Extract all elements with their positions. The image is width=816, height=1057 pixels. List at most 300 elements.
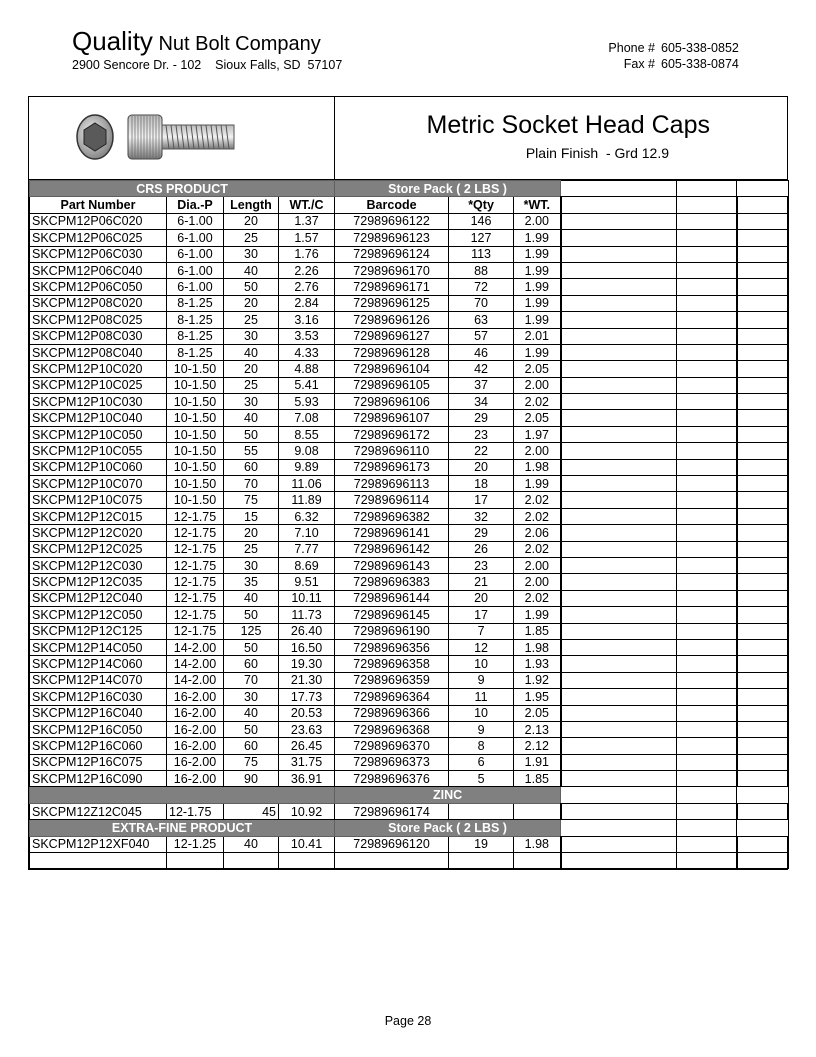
table-cell: 8.69 bbox=[279, 557, 335, 573]
table-row bbox=[30, 476, 789, 492]
table-cell: SKCPM12P10C020 bbox=[30, 361, 167, 377]
table-cell: 2.02 bbox=[514, 492, 561, 508]
table-cell: 72 bbox=[449, 279, 514, 295]
contact-block bbox=[600, 40, 739, 72]
table-cell: 57 bbox=[449, 328, 514, 344]
table-cell: 70 bbox=[224, 672, 279, 688]
table-cell: 11.89 bbox=[279, 492, 335, 508]
table-cell: 72989696141 bbox=[335, 525, 449, 541]
table-row bbox=[30, 557, 789, 573]
table-cell: 1.97 bbox=[514, 426, 561, 442]
table-cell: 1.98 bbox=[514, 639, 561, 655]
table-cell: 15 bbox=[224, 508, 279, 524]
table-row bbox=[30, 705, 789, 721]
table-cell: 72989696104 bbox=[335, 361, 449, 377]
table-cell: 26.45 bbox=[279, 738, 335, 754]
table-cell: 22 bbox=[449, 443, 514, 459]
table-cell: 72989696126 bbox=[335, 312, 449, 328]
table-cell: 12-1.75 bbox=[167, 508, 224, 524]
table-cell: 72989696123 bbox=[335, 230, 449, 246]
extra-fine-band-label: EXTRA-FINE PRODUCT bbox=[30, 820, 335, 836]
company-name-bold: Quality bbox=[72, 26, 153, 56]
table-cell: 20 bbox=[224, 213, 279, 229]
crs-band bbox=[30, 181, 789, 197]
table-cell: 60 bbox=[224, 656, 279, 672]
table-cell: 127 bbox=[449, 230, 514, 246]
col-qty: *Qty bbox=[449, 197, 514, 213]
table-cell: SKCPM12P16C060 bbox=[30, 738, 167, 754]
table-row bbox=[30, 656, 789, 672]
table-cell: 40 bbox=[224, 590, 279, 606]
table-row bbox=[30, 754, 789, 770]
table-cell: 72989696359 bbox=[335, 672, 449, 688]
table-cell: 75 bbox=[224, 492, 279, 508]
table-cell: 40 bbox=[224, 344, 279, 360]
product-title: Metric Socket Head Caps bbox=[426, 111, 710, 139]
table-cell: 72989696356 bbox=[335, 639, 449, 655]
table-cell: 2.00 bbox=[514, 377, 561, 393]
table-cell: SKCPM12P10C055 bbox=[30, 443, 167, 459]
table-cell: 72989696113 bbox=[335, 476, 449, 492]
table-cell: 10-1.50 bbox=[167, 410, 224, 426]
product-image-cell bbox=[29, 97, 335, 179]
table-cell: 20 bbox=[224, 361, 279, 377]
table-cell: 72989696368 bbox=[335, 721, 449, 737]
table-cell: 1.99 bbox=[514, 246, 561, 262]
table-cell: 72989696143 bbox=[335, 557, 449, 573]
table-row bbox=[30, 246, 789, 262]
table-cell bbox=[335, 853, 449, 869]
table-cell: 8-1.25 bbox=[167, 328, 224, 344]
table-cell: 30 bbox=[224, 328, 279, 344]
table-cell: SKCPM12Z12C045 bbox=[30, 803, 167, 819]
table-cell: SKCPM12P06C040 bbox=[30, 262, 167, 278]
table-cell: 1.99 bbox=[514, 344, 561, 360]
table-cell: 2.06 bbox=[514, 525, 561, 541]
table-cell: 6-1.00 bbox=[167, 213, 224, 229]
table-cell: 1.95 bbox=[514, 689, 561, 705]
table-cell: 6 bbox=[449, 754, 514, 770]
table-cell: SKCPM12P16C040 bbox=[30, 705, 167, 721]
table-cell: 6-1.00 bbox=[167, 279, 224, 295]
table-cell: 8 bbox=[449, 738, 514, 754]
table-cell: SKCPM12P08C030 bbox=[30, 328, 167, 344]
page-number: Page 28 bbox=[384, 1014, 432, 1028]
table-cell: 50 bbox=[224, 279, 279, 295]
table-cell: 42 bbox=[449, 361, 514, 377]
table-cell: 50 bbox=[224, 607, 279, 623]
table-cell: 72989696107 bbox=[335, 410, 449, 426]
table-cell: SKCPM12P14C070 bbox=[30, 672, 167, 688]
table-cell: 72989696170 bbox=[335, 262, 449, 278]
table-cell: 26 bbox=[449, 541, 514, 557]
table-row bbox=[30, 574, 789, 590]
table-cell: 2.00 bbox=[514, 443, 561, 459]
table-cell: 5 bbox=[449, 771, 514, 787]
table-cell: 113 bbox=[449, 246, 514, 262]
table-cell: 10-1.50 bbox=[167, 377, 224, 393]
table-cell: 16-2.00 bbox=[167, 738, 224, 754]
table-cell: 55 bbox=[224, 443, 279, 459]
table-cell: 16-2.00 bbox=[167, 771, 224, 787]
table-cell: 50 bbox=[224, 426, 279, 442]
table-row bbox=[30, 410, 789, 426]
table-row bbox=[30, 279, 789, 295]
table-row bbox=[30, 607, 789, 623]
table-cell: 19 bbox=[449, 836, 514, 852]
table-cell: 5.93 bbox=[279, 394, 335, 410]
table-cell: 21 bbox=[449, 574, 514, 590]
table-cell: 72989696110 bbox=[335, 443, 449, 459]
table-cell bbox=[224, 853, 279, 869]
col-wt-c: WT./C bbox=[279, 197, 335, 213]
table-cell: 72989696171 bbox=[335, 279, 449, 295]
crs-band-label: CRS PRODUCT bbox=[30, 181, 335, 197]
table-cell: 8-1.25 bbox=[167, 295, 224, 311]
table-cell: 6.32 bbox=[279, 508, 335, 524]
table-cell: 72989696190 bbox=[335, 623, 449, 639]
table-cell: SKCPM12P16C030 bbox=[30, 689, 167, 705]
table-row bbox=[30, 394, 789, 410]
table-cell: 60 bbox=[224, 738, 279, 754]
table-cell: SKCPM12P06C020 bbox=[30, 213, 167, 229]
table-cell: 10-1.50 bbox=[167, 459, 224, 475]
table-cell: 72989696172 bbox=[335, 426, 449, 442]
table-cell: 72989696145 bbox=[335, 607, 449, 623]
table-cell: SKCPM12P12XF040 bbox=[30, 836, 167, 852]
table-cell: 10 bbox=[449, 656, 514, 672]
table-cell: 32 bbox=[449, 508, 514, 524]
table-cell bbox=[279, 853, 335, 869]
table-cell: 72989696173 bbox=[335, 459, 449, 475]
table-cell: SKCPM12P08C040 bbox=[30, 344, 167, 360]
table-cell: 12-1.75 bbox=[167, 607, 224, 623]
table-cell: 25 bbox=[224, 312, 279, 328]
table-cell: SKCPM12P10C025 bbox=[30, 377, 167, 393]
table-cell: SKCPM12P12C025 bbox=[30, 541, 167, 557]
table-cell: 50 bbox=[224, 721, 279, 737]
store-pack-label: Store Pack ( 2 LBS ) bbox=[335, 181, 561, 197]
table-cell: 72989696105 bbox=[335, 377, 449, 393]
table-cell: SKCPM12P06C050 bbox=[30, 279, 167, 295]
table-cell bbox=[514, 853, 561, 869]
table-cell: 50 bbox=[224, 639, 279, 655]
table-cell: 72989696382 bbox=[335, 508, 449, 524]
table-cell: 4.88 bbox=[279, 361, 335, 377]
phone-label: Phone # bbox=[608, 41, 655, 55]
table-cell: 2.05 bbox=[514, 705, 561, 721]
table-row bbox=[30, 426, 789, 442]
table-cell: 8.55 bbox=[279, 426, 335, 442]
table-cell: 12-1.75 bbox=[167, 557, 224, 573]
fax-label: Fax # bbox=[623, 57, 655, 71]
table-cell: 1.99 bbox=[514, 295, 561, 311]
table-cell: 10.11 bbox=[279, 590, 335, 606]
table-cell: 29 bbox=[449, 525, 514, 541]
table-cell: SKCPM12P12C020 bbox=[30, 525, 167, 541]
table-cell: 23.63 bbox=[279, 721, 335, 737]
table-cell: 29 bbox=[449, 410, 514, 426]
table-cell: 2.02 bbox=[514, 590, 561, 606]
table-cell: SKCPM12P12C125 bbox=[30, 623, 167, 639]
table-cell: SKCPM12P16C050 bbox=[30, 721, 167, 737]
table-cell: 9 bbox=[449, 672, 514, 688]
table-cell: SKCPM12P10C075 bbox=[30, 492, 167, 508]
table-row bbox=[30, 295, 789, 311]
table-cell: 25 bbox=[224, 230, 279, 246]
table-row bbox=[30, 803, 789, 819]
table-cell: 75 bbox=[224, 754, 279, 770]
phone-number: 605-338-0852 bbox=[661, 41, 739, 55]
zinc-band-label: ZINC bbox=[335, 787, 561, 803]
table-cell: 1.99 bbox=[514, 262, 561, 278]
table-cell: 72989696122 bbox=[335, 213, 449, 229]
table-row bbox=[30, 328, 789, 344]
table-cell: 2.05 bbox=[514, 361, 561, 377]
table-cell: 3.53 bbox=[279, 328, 335, 344]
fax-number: 605-338-0874 bbox=[661, 57, 739, 71]
table-cell: 2.00 bbox=[514, 557, 561, 573]
product-subtitle: Plain Finish - Grd 12.9 bbox=[525, 145, 669, 161]
table-cell: 14-2.00 bbox=[167, 639, 224, 655]
table-row bbox=[30, 312, 789, 328]
table-cell: 1.85 bbox=[514, 623, 561, 639]
table-cell: 20 bbox=[449, 590, 514, 606]
table-cell: 7 bbox=[449, 623, 514, 639]
product-header bbox=[29, 97, 787, 180]
table-cell: 40 bbox=[224, 836, 279, 852]
table-cell: 10-1.50 bbox=[167, 492, 224, 508]
table-row bbox=[30, 262, 789, 278]
company-name-rest: Nut Bolt Company bbox=[152, 33, 321, 55]
table-cell: 45 bbox=[224, 803, 279, 819]
table-cell: 2.00 bbox=[514, 574, 561, 590]
table-cell: 25 bbox=[224, 541, 279, 557]
table-cell: 72989696144 bbox=[335, 590, 449, 606]
table-cell: 37 bbox=[449, 377, 514, 393]
table-cell: 11.06 bbox=[279, 476, 335, 492]
table-cell: 146 bbox=[449, 213, 514, 229]
table-cell: 12-1.25 bbox=[167, 836, 224, 852]
table-cell: SKCPM12P14C050 bbox=[30, 639, 167, 655]
table-cell: 18 bbox=[449, 476, 514, 492]
table-cell: 30 bbox=[224, 689, 279, 705]
table-cell: 30 bbox=[224, 246, 279, 262]
table-cell: SKCPM12P10C040 bbox=[30, 410, 167, 426]
table-cell bbox=[167, 853, 224, 869]
table-cell: 9.08 bbox=[279, 443, 335, 459]
table-cell: 1.37 bbox=[279, 213, 335, 229]
table-cell: 10.41 bbox=[279, 836, 335, 852]
table-cell: 70 bbox=[224, 476, 279, 492]
table-cell: 12-1.75 bbox=[167, 590, 224, 606]
table-cell: SKCPM12P10C060 bbox=[30, 459, 167, 475]
table-row bbox=[30, 689, 789, 705]
table-row bbox=[30, 721, 789, 737]
table-cell: 2.76 bbox=[279, 279, 335, 295]
table-cell: 19.30 bbox=[279, 656, 335, 672]
table-cell: 2.12 bbox=[514, 738, 561, 754]
table-cell: 90 bbox=[224, 771, 279, 787]
table-cell: 34 bbox=[449, 394, 514, 410]
table-cell: 72989696120 bbox=[335, 836, 449, 852]
col-length: Length bbox=[224, 197, 279, 213]
table-cell: 10-1.50 bbox=[167, 443, 224, 459]
table-cell: 2.02 bbox=[514, 394, 561, 410]
table-row bbox=[30, 525, 789, 541]
table-cell: 72989696373 bbox=[335, 754, 449, 770]
table-cell: 14-2.00 bbox=[167, 672, 224, 688]
table-cell: SKCPM12P14C060 bbox=[30, 656, 167, 672]
table-cell: 10.92 bbox=[279, 803, 335, 819]
table-row bbox=[30, 590, 789, 606]
table-cell: SKCPM12P08C020 bbox=[30, 295, 167, 311]
table-cell: SKCPM12P06C030 bbox=[30, 246, 167, 262]
table-cell: SKCPM12P12C050 bbox=[30, 607, 167, 623]
table-cell: 11.73 bbox=[279, 607, 335, 623]
table-cell: 7.08 bbox=[279, 410, 335, 426]
table-cell: SKCPM12P12C015 bbox=[30, 508, 167, 524]
table-cell bbox=[449, 803, 514, 819]
table-cell: 125 bbox=[224, 623, 279, 639]
store-pack-label-2: Store Pack ( 2 LBS ) bbox=[335, 820, 561, 836]
table-cell: 20 bbox=[224, 525, 279, 541]
table-cell bbox=[514, 803, 561, 819]
table-cell: 16-2.00 bbox=[167, 689, 224, 705]
table-row bbox=[30, 836, 789, 852]
table-cell: 20.53 bbox=[279, 705, 335, 721]
table-cell: 5.41 bbox=[279, 377, 335, 393]
table-cell: 40 bbox=[224, 410, 279, 426]
table-row bbox=[30, 492, 789, 508]
col-barcode: Barcode bbox=[335, 197, 449, 213]
table-cell: 1.93 bbox=[514, 656, 561, 672]
table-cell: 4.33 bbox=[279, 344, 335, 360]
table-cell: 3.16 bbox=[279, 312, 335, 328]
table-cell: 72989696364 bbox=[335, 689, 449, 705]
table-cell: 72989696370 bbox=[335, 738, 449, 754]
table-cell: 17.73 bbox=[279, 689, 335, 705]
table-cell: 10-1.50 bbox=[167, 426, 224, 442]
table-cell: 60 bbox=[224, 459, 279, 475]
product-sheet bbox=[28, 96, 788, 870]
table-row bbox=[30, 230, 789, 246]
table-cell: 72989696376 bbox=[335, 771, 449, 787]
table-row bbox=[30, 639, 789, 655]
table-cell: 7.77 bbox=[279, 541, 335, 557]
table-cell: 2.13 bbox=[514, 721, 561, 737]
table-cell: 26.40 bbox=[279, 623, 335, 639]
table-cell: 12-1.75 bbox=[167, 541, 224, 557]
table-cell: 1.99 bbox=[514, 230, 561, 246]
table-cell: 10-1.50 bbox=[167, 394, 224, 410]
table-cell: 25 bbox=[224, 377, 279, 393]
table-row bbox=[30, 377, 789, 393]
table-cell: SKCPM12P06C025 bbox=[30, 230, 167, 246]
table-cell: 6-1.00 bbox=[167, 246, 224, 262]
table-cell: 12-1.75 bbox=[167, 525, 224, 541]
table-cell: 72989696127 bbox=[335, 328, 449, 344]
table-cell: 9.51 bbox=[279, 574, 335, 590]
table-row bbox=[30, 623, 789, 639]
zinc-band bbox=[30, 787, 789, 803]
table-cell: 1.85 bbox=[514, 771, 561, 787]
table-cell: SKCPM12P10C030 bbox=[30, 394, 167, 410]
table-cell: 12-1.75 bbox=[167, 574, 224, 590]
table-row bbox=[30, 853, 789, 869]
table-cell: 8-1.25 bbox=[167, 312, 224, 328]
table-cell: 14-2.00 bbox=[167, 656, 224, 672]
table-cell: 70 bbox=[449, 295, 514, 311]
table-row bbox=[30, 459, 789, 475]
table-cell: 16-2.00 bbox=[167, 754, 224, 770]
table-cell: 31.75 bbox=[279, 754, 335, 770]
table-cell: 16.50 bbox=[279, 639, 335, 655]
company-address: 2900 Sencore Dr. - 102 Sioux Falls, SD 57107 bbox=[72, 58, 343, 72]
table-cell: 17 bbox=[449, 607, 514, 623]
table-cell: 72989696124 bbox=[335, 246, 449, 262]
table-cell: 35 bbox=[224, 574, 279, 590]
table-row bbox=[30, 443, 789, 459]
col-wt: *WT. bbox=[514, 197, 561, 213]
table-cell: 72989696358 bbox=[335, 656, 449, 672]
table-cell: 2.00 bbox=[514, 213, 561, 229]
table-row bbox=[30, 344, 789, 360]
table-cell: 2.84 bbox=[279, 295, 335, 311]
table-cell: SKCPM12P10C070 bbox=[30, 476, 167, 492]
table-cell: 20 bbox=[449, 459, 514, 475]
table-cell: 40 bbox=[224, 705, 279, 721]
table-cell: 1.76 bbox=[279, 246, 335, 262]
table-cell: 9 bbox=[449, 721, 514, 737]
table-cell: 8-1.25 bbox=[167, 344, 224, 360]
column-header-row bbox=[30, 197, 789, 213]
table-cell: 16-2.00 bbox=[167, 721, 224, 737]
table-cell: 10-1.50 bbox=[167, 361, 224, 377]
table-cell: SKCPM12P12C035 bbox=[30, 574, 167, 590]
table-row bbox=[30, 213, 789, 229]
table-cell bbox=[449, 853, 514, 869]
table-cell: 11 bbox=[449, 689, 514, 705]
table-row bbox=[30, 738, 789, 754]
product-table bbox=[29, 180, 789, 869]
table-cell: SKCPM12P12C030 bbox=[30, 557, 167, 573]
table-cell: 10 bbox=[449, 705, 514, 721]
table-cell: 1.98 bbox=[514, 836, 561, 852]
table-row bbox=[30, 541, 789, 557]
table-cell: 2.05 bbox=[514, 410, 561, 426]
table-cell: 1.98 bbox=[514, 459, 561, 475]
table-cell bbox=[30, 853, 167, 869]
table-cell: 12 bbox=[449, 639, 514, 655]
table-cell: 72989696366 bbox=[335, 705, 449, 721]
table-cell: SKCPM12P10C050 bbox=[30, 426, 167, 442]
table-cell: 6-1.00 bbox=[167, 262, 224, 278]
table-cell: 2.02 bbox=[514, 508, 561, 524]
table-cell: 72989696142 bbox=[335, 541, 449, 557]
table-cell: 2.26 bbox=[279, 262, 335, 278]
table-cell: SKCPM12P16C075 bbox=[30, 754, 167, 770]
table-cell: 9.89 bbox=[279, 459, 335, 475]
socket-head-cap-screw-icon bbox=[73, 107, 243, 167]
table-cell: 63 bbox=[449, 312, 514, 328]
table-cell: 23 bbox=[449, 426, 514, 442]
table-cell: 88 bbox=[449, 262, 514, 278]
table-cell: 1.99 bbox=[514, 279, 561, 295]
table-cell: 72989696174 bbox=[335, 803, 449, 819]
table-cell: 36.91 bbox=[279, 771, 335, 787]
table-cell: 1.99 bbox=[514, 607, 561, 623]
